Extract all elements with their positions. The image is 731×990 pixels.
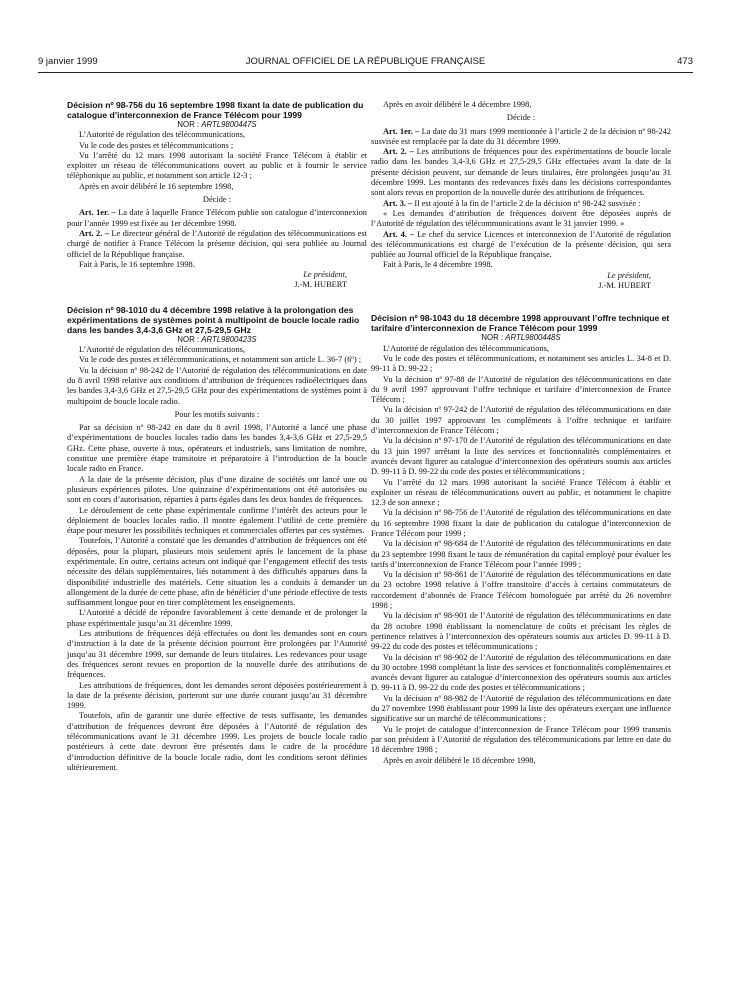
paragraph: Vu l’arrêté du 12 mars 1998 autorisant la société France Télécom à établir et exploiter un réseau de télécommunications ouvert au public et à fournir le service téléphonique au public, et notamment son article 12-3 ; [67,150,367,181]
decide-heading: Décide : [202,195,232,205]
signature-role: Le président, [303,270,347,280]
article: Art. 3. – Il est ajouté à la fin de l’article 2 de la décision nº 98-242 susvisée : [383,198,641,208]
done-at: Fait à Paris, le 4 décembre 1998. [383,260,493,270]
paragraph: A la date de la présente décision, plus d’une dizaine de sociétés ont lancé une ou plusieurs expériences pilotes. Une quinzaine d’expérimentations ont été autorisées ou sont en cours d’autorisation, réparties à parts égales dans les deux bandes de fréquences. [67,474,367,505]
paragraph: Vu la décision nº 98-684 de l’Autorité de régulation des télécommunications en date du 23 septembre 1998 fixant le taux de rémunération du capital employé pour évaluer les tarifs d’interconnexion de France Télécom pour l’année 1999 ; [371,539,671,569]
done-at: Fait à Paris, le 16 septembre 1998. [79,259,195,269]
paragraph: L’Autorité a décidé de répondre favorablement à cette demande et de prolonger la phase expérimentale jusqu’au 31 décembre 1999. [67,608,367,628]
paragraph: Après en avoir délibéré le 4 décembre 1998, [383,100,532,109]
decision-3-nor: NOR : ARTL9800448S [481,333,561,343]
paragraph: Vu la décision nº 97-170 de l’Autorité de régulation des télécommunications en date du 13 juin 1997 arrêtant la liste des services et fonctionnalités complémentaires et avancés devant figurer au catalogue d’interconnexion des opérateurs soumis aux articles D. 99-11 à D. 99-22 du code des postes et télécommunications ; [371,436,671,477]
journal-title: JOURNAL OFFICIEL DE LA RÉPUBLIQUE FRANÇAISE [245,56,486,67]
page-number: 473 [677,56,693,67]
signature-name: J.-M. HUBERT [294,280,347,290]
paragraph: Vu la décision nº 98-861 de l’Autorité de régulation des télécommunications en date du 23 octobre 1998 relative à l’offre transitoire d’accès à certains commutateurs de raccordement d’abonnés de France Télécom homologuée par arrêté du 26 novembre 1998 ; [371,570,671,611]
right-column [371,100,671,766]
paragraph: Après en avoir délibéré le 16 septembre 1998, [79,181,234,191]
article: Art. 4. – Le chef du service Licences et interconnexion de l’Autorité de régulation des télécommunications est chargé de l’exécution de la présente décision, qui sera publiée au Journal officiel de la République française. [371,229,671,260]
paragraph: Vu la décision nº 98-242 de l’Autorité de régulation des télécommunications en date du 8 avril 1998 relative aux conditions d’attribution de fréquences radioélectriques dans les bandes 3,4-3,6 GHz et 27,5-29,5 GHz pour des expérimentations de systèmes point à multipoint de boucle locale radio. [67,365,367,406]
signature-name: J.-M. HUBERT [598,281,651,291]
issue-date: 9 janvier 1999 [38,56,98,67]
article: Art. 2. – Le directeur général de l’Autorité de régulation des télécommunications est chargé de notifier à France Télécom la présente décision, qui sera publiée au Journal officiel de la République française. [67,228,368,259]
paragraph: Vu la décision nº 97-242 de l’Autorité de régulation des télécommunications en date du 30 juillet 1997 approuvant les compléments à l’offre technique et tarifaire d’interconnexion de France Télécom ; [371,405,671,436]
paragraph: Vu la décision nº 98-756 de l’Autorité de régulation des télécommunications en date du 16 septembre 1998 fixant la date de publication du catalogue d’interconnexion de France Télécom pour 1999 ; [371,508,671,538]
decide-heading: Décide : [506,113,536,123]
paragraph: Vu la décision nº 97-88 de l’Autorité de régulation des télécommunications en date du 9 avril 1997 approuvant l’offre technique et tarifaire d’interconnexion de France Télécom ; [371,374,671,405]
paragraph: Vu le code des postes et télécommunications, et notamment son article L. 36-7 (6º) ; [79,355,362,365]
paragraph: Les attributions de fréquences, dont les demandes seront déposées postérieurement à la date de la présente décision, porteront sur une durée courant jusqu’au 31 décembre 1999. [67,680,367,711]
article: Art. 1er. – La date à laquelle France Télécom publie son catalogue d’interconnexion pour l’année 1999 est fixée au 1er décembre 1998. [67,208,367,228]
article: Art. 1er. – La date du 31 mars 1999 mentionnée à l’article 2 de la décision nº 98-242 susvisée est remplacée par la date du 31 décembre 1999. [371,126,672,146]
quote: « Les demandes d’attribution de fréquences doivent être déposées auprès de l’Autorité de régulation des télécommunications avant le 31 janvier 1999. » [371,208,671,229]
page-header [38,56,693,70]
left-column [67,100,367,773]
motifs-heading: Pour les motifs suivants : [174,409,260,419]
paragraph: Vu la décision nº 98-901 de l’Autorité de régulation des télécommunications en date du 28 octobre 1998 établissant la nomenclature de coûts et précisant les règles de pertinence relatives à l’interconnexion des opérateurs soumis aux articles D. 99-11 à D. 99-22 du code des postes et télécommunications ; [371,611,671,652]
paragraph: Vu la décision nº 98-902 de l’Autorité de régulation des télécommunications en date du 30 octobre 1998 complétant la liste des services et fonctionnalités complémentaires et avancés devant figurer au catalogue d’interconnexion des opérateurs soumis aux articles D. 99-11 à D. 99-22 du code des postes et télécommunications ; [371,652,671,693]
paragraph: Vu l’arrêté du 12 mars 1998 autorisant la société France Télécom à établir et exploiter un réseau de télécommunications ouvert au public, et notamment le chapitre 12.3 de son annexe ; [371,477,671,508]
paragraph: Vu le projet de catalogue d’interconnexion de France Télécom pour 1999 transmis par son président à l’Autorité de régulation des télécommunications par lettre en date du 18 décembre 1998 ; [371,724,671,755]
paragraph: Par sa décision nº 98-242 en date du 8 avril 1998, l’Autorité a lancé une phase d’expérimentations de boucles locales radio dans les bandes 3,4-3,6 GHz et 27,5-29,5 GHz. Cette phase, ouverte à tous, opérateurs et industriels, sans limitation de nombre, constitue une première étape transitoire et préparatoire à l’introduction de la boucle locale radio en France. [67,423,367,474]
paragraph: Toutefois, afin de garantir une durée effective de tests suffisante, les demandes d’attribution de fréquences devront être déposées à l’Autorité de régulation des télécommunications avant le 31 décembre 1999. Les projets de boucle locale radio postérieurs à cette date devront être présentés dans le cadre de la procédure d’introduction définitive de la boucle locale radio, dont les conditions seront définies ultérieurement. [67,711,367,772]
decision-2-title: Décision nº 98-1010 du 4 décembre 1998 relative à la prolongation des expérimentations de systèmes point à multipoint de boucle locale radio dans les bandes 3,4-3,6 GHz et 27,5-29,5 GHz [67,304,360,335]
paragraph: Les attributions de fréquences déjà effectuées ou dont les demandes sont en cours d’instruction à la date de la présente décision pourront être prolongées par l’Autorité jusqu’au 31 décembre 1999, sur demande de leurs titulaires. Les redevances pour usage des fréquences seront revues en proportion de la nouvelle durée des attributions de fréquences. [67,629,367,680]
paragraph: Le déroulement de cette phase expérimentale confirme l’intérêt des acteurs pour le déploiement de boucles locales radio. Il montre également l’utilité de cette première étape pour mesurer les possibilités techniques et commerciales offertes par ces systèmes. [67,505,367,536]
paragraph: L’Autorité de régulation des télécommunications, [383,343,549,353]
article: Art. 2. – Les attributions de fréquences pour des expérimentations de boucle locale radio dans les bandes 3,4-3,6 GHz et 27,5-29,5 GHz effectuées avant la date de la présente décision peuvent, sur demande de leurs titulaires, être prolongées jusqu’au 31 décembre 1999. Les montants des redevances fixés dans les décisions correspondantes sont alors revus en proportion de la nouvelle durée des attributions de fréquences. [371,147,672,198]
decision-1-title: Décision nº 98-756 du 16 septembre 1998 fixant la date de publication du catalogue d’interconnexion de France Télécom pour 1999 [67,100,364,120]
paragraph: Vu le code des postes et télécommunications, et notamment ses articles L. 34-8 et D. 99-11 à D. 99-22 ; [371,353,671,374]
paragraph: Vu le code des postes et télécommunications ; [79,140,234,150]
signature-role: Le président, [607,270,651,280]
paragraph: Toutefois, l’Autorité a constaté que les demandes d’attribution de fréquences ont été déposées, pour la plupart, plusieurs mois seulement après le lancement de la phase expérimentale. En outre, certains acteurs ont indiqué que l’engagement effectif des tests nécessite des délais supplémentaires, liés notamment à des difficultés apparues dans la disponibilité industrielle des matériels. Cette situation les a conduits à demander un allongement de la durée de cette phase, afin de bénéficier d’une période effective de tests suffisamment longue pour en tirer complètement les enseignements. [67,536,367,608]
decision-3-title: Décision nº 98-1043 du 18 décembre 1998 approuvant l’offre technique et tarifaire d’interconnexion de France Télécom pour 1999 [371,313,670,334]
header-rule [38,72,693,73]
paragraph: L’Autorité de régulation des télécommunications, [79,130,245,140]
paragraph: Vu la décision nº 98-982 de l’Autorité de régulation des télécommunications en date du 27 novembre 1998 établissant pour 1999 la liste des opérateurs exerçant une influence significative sur un marché de télécommunications ; [371,693,671,724]
paragraph: Après en avoir délibéré le 18 décembre 1998, [383,755,536,765]
decision-2-nor: NOR : ARTL9800423S [177,334,257,344]
decision-1-nor: NOR : ARTL9800447S [177,120,257,129]
paragraph: L’Autorité de régulation des télécommunications, [79,345,245,355]
